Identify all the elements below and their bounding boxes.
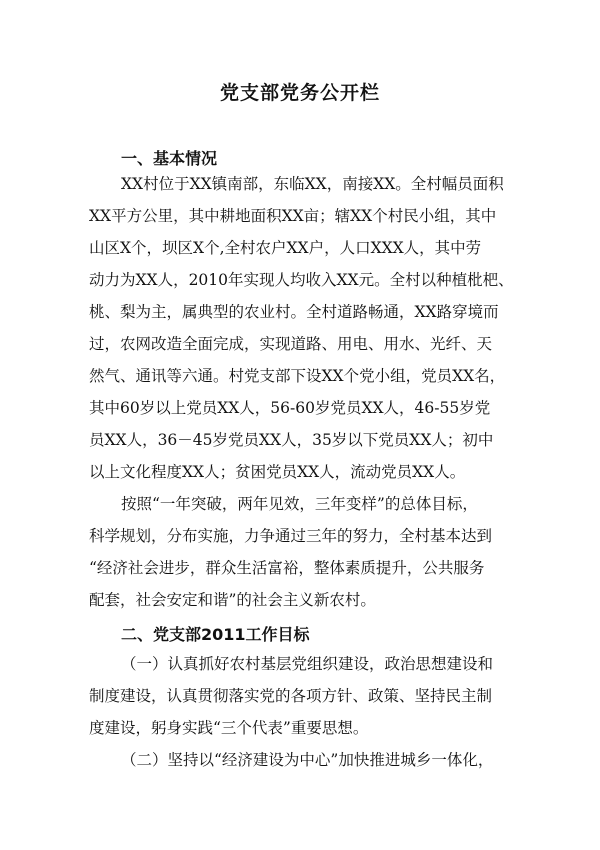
body-line: （二）坚持以“经济建设为中心”加快推进城乡一体化， [121, 751, 494, 769]
body-line: 度建设，躬身实践“三个代表”重要思想。 [89, 719, 369, 737]
body-line: “经济社会进步，群众生活富裕，整体素质提升，公共服务 [89, 559, 485, 577]
body-line: 员XX人，36－45岁党员XX人，35岁以下党员XX人；初中 [89, 431, 494, 449]
section-heading-basic-info: 一、基本情况 [121, 149, 218, 168]
body-line: （一）认真抓好农村基层党组织建设，政治思想建设和 [121, 655, 494, 673]
body-line: 按照“一年突破，两年见效，三年变样”的总体目标， [121, 495, 478, 513]
body-line: 然气、通讯等六通。村党支部下设XX个党小组，党员XX名， [89, 367, 506, 385]
body-line: 过，农网改造全面完成，实现道路、用电、用水、光纤、天 [89, 335, 493, 353]
body-line: 科学规划，分布实施，力争通过三年的努力，全村基本达到 [89, 527, 493, 545]
body-line: 其中60岁以上党员XX人，56-60岁党员XX人，46-55岁党 [89, 399, 491, 417]
section-heading-work-goals: 二、党支部2011工作目标 [121, 625, 310, 644]
body-line: XX村位于XX镇南部，东临XX，南接XX。全村幅员面积 [121, 175, 504, 193]
body-line: 制度建设，认真贯彻落实党的各项方针、政策、坚持民主制 [89, 687, 493, 705]
body-line: 动力为XX人，2010年实现人均收入XX元。全村以种植枇杷、 [89, 271, 514, 289]
body-line: 桃、梨为主，属典型的农业村。全村道路畅通，XX路穿境而 [89, 303, 499, 321]
body-line: 以上文化程度XX人；贫困党员XX人，流动党员XX人。 [89, 463, 466, 481]
document-title: 党支部党务公开栏 [219, 82, 380, 104]
body-line: 山区X个，坝区X个,全村农户XX户，人口XXX人，其中劳 [89, 239, 482, 257]
body-line: XX平方公里，其中耕地面积XX亩；辖XX个村民小组，其中 [89, 207, 497, 225]
body-line: 配套，社会安定和谐”的社会主义新农村。 [89, 591, 376, 609]
